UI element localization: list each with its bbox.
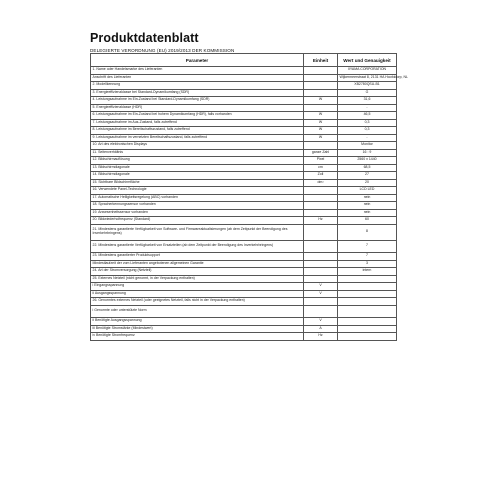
row-unit: Zoll bbox=[304, 172, 338, 180]
row-unit: W bbox=[304, 134, 338, 142]
table-row bbox=[91, 104, 397, 112]
row-parameter: 17. Automatische Helligkeitsregelung (ABC) vorhanden bbox=[91, 194, 304, 202]
row-unit: V bbox=[304, 318, 338, 326]
table-row bbox=[91, 89, 397, 97]
row-value: 0,3 bbox=[338, 127, 397, 135]
row-value bbox=[338, 325, 397, 333]
row-value: 68,5 bbox=[338, 164, 397, 172]
row-value: - bbox=[338, 134, 397, 142]
table-row bbox=[91, 217, 397, 225]
row-value: 2560 x 1440 bbox=[338, 157, 397, 165]
table-row bbox=[91, 172, 397, 180]
row-parameter: 9. Leistungsaufnahme im vernetzten Bereitschaftszustand, falls zutreffend bbox=[91, 134, 304, 142]
row-unit: W bbox=[304, 119, 338, 127]
table-row bbox=[91, 305, 397, 318]
row-parameter: 1. Name oder Handelsmarke des Lieferanten bbox=[91, 67, 304, 75]
table-row bbox=[91, 134, 397, 142]
table-body bbox=[91, 67, 408, 341]
row-value: 60 bbox=[338, 217, 397, 225]
table-row bbox=[91, 149, 397, 157]
row-parameter: 4. Leistungsaufnahme im Ein-Zustand bei Standard-Dynamikumfang (SDR) bbox=[91, 97, 304, 105]
table-row bbox=[91, 268, 397, 276]
row-value: 3 bbox=[338, 260, 397, 268]
row-parameter: 20. Bildwiederholfrequenz (Standard) bbox=[91, 217, 304, 225]
row-parameter: 14. Bildschirmdiagonale bbox=[91, 172, 304, 180]
header-parameter: Parameter bbox=[91, 54, 304, 67]
row-parameter: 11. Seitenverhältnis bbox=[91, 149, 304, 157]
table-row bbox=[91, 290, 397, 298]
row-parameter: 8. Leistungsaufnahme im Bereitschaftszustand, falls zutreffend bbox=[91, 127, 304, 135]
row-parameter: iii Benötigte Stromstärke (Mindestwert) bbox=[91, 325, 304, 333]
row-parameter: 5. Energieeffizienzklasse (HDR) bbox=[91, 104, 304, 112]
table-row bbox=[91, 240, 397, 253]
table-row bbox=[91, 157, 397, 165]
row-parameter: Anschrift des Lieferanten bbox=[91, 74, 304, 82]
row-parameter: 25. Externes Netzteil (nicht genormt, in der Verpackung enthalten) bbox=[91, 275, 304, 283]
row-unit bbox=[304, 67, 338, 75]
table-row bbox=[91, 127, 397, 135]
row-unit bbox=[304, 298, 338, 306]
row-value: IIYAMA CORPORATION bbox=[338, 67, 397, 75]
table-row bbox=[91, 202, 397, 210]
row-value bbox=[338, 275, 397, 283]
row-value bbox=[338, 290, 397, 298]
row-parameter: 19. Anwesenheitssensor vorhanden bbox=[91, 209, 304, 217]
row-parameter: 2. Modellkennung bbox=[91, 82, 304, 90]
table-row bbox=[91, 194, 397, 202]
row-value: nein bbox=[338, 194, 397, 202]
row-parameter: 3. Energieeffizienzklasse bei Standard-Dynamikumfang (SDR) bbox=[91, 89, 304, 97]
row-unit: dm² bbox=[304, 179, 338, 187]
row-value: 31,6 bbox=[338, 97, 397, 105]
row-value: 8 bbox=[338, 224, 397, 240]
row-unit bbox=[304, 194, 338, 202]
row-parameter: 12. Bildschirmauflösung bbox=[91, 157, 304, 165]
row-parameter: 7. Leistungsaufnahme im Aus-Zustand, falls zutreffend bbox=[91, 119, 304, 127]
table-row bbox=[91, 333, 397, 341]
row-value bbox=[338, 283, 397, 291]
row-parameter: 16. Verwendete Panel-Technologie bbox=[91, 187, 304, 195]
row-parameter: 24. Art der Stromversorgung (Netzteil) bbox=[91, 268, 304, 276]
row-unit bbox=[304, 104, 338, 112]
regulation-subtitle: DELEGIERTE VERORDNUNG (EU) 2019/2013 DER KOMMISSION bbox=[90, 48, 235, 53]
row-value: 7 bbox=[338, 240, 397, 253]
row-parameter: i Eingangsspannung bbox=[91, 283, 304, 291]
row-value: 20 bbox=[338, 179, 397, 187]
table-row bbox=[91, 97, 397, 105]
row-unit bbox=[304, 240, 338, 253]
row-value bbox=[338, 305, 397, 318]
row-unit: ganze Zahl bbox=[304, 149, 338, 157]
row-value: Wijkermeerstraat 8, 2131 HA Hoofddorp, NL bbox=[338, 74, 397, 82]
table-row bbox=[91, 224, 397, 240]
row-value: G bbox=[338, 89, 397, 97]
row-unit: cm bbox=[304, 164, 338, 172]
row-value: nein bbox=[338, 202, 397, 210]
table-row bbox=[91, 275, 397, 283]
row-unit: Hz bbox=[304, 217, 338, 225]
row-parameter: 22. Mindestens garantierte Verfügbarkeit von Ersatzteilen (ab dem Zeitpunkt der Beendigung des Inverkehrbringens) bbox=[91, 240, 304, 253]
row-value: 7 bbox=[338, 253, 397, 261]
row-value: - bbox=[338, 104, 397, 112]
row-value: Monitor bbox=[338, 142, 397, 150]
row-value: 46,5 bbox=[338, 112, 397, 120]
row-unit: W bbox=[304, 127, 338, 135]
row-parameter: 10. Art des elektronischen Displays bbox=[91, 142, 304, 150]
table-row bbox=[91, 187, 397, 195]
row-unit bbox=[304, 224, 338, 240]
table-row bbox=[91, 318, 397, 326]
row-parameter: Mindestlaufzeit der vom Lieferanten angebotenen allgemeinen Garantie bbox=[91, 260, 304, 268]
row-parameter: ii Ausgangsspannung bbox=[91, 290, 304, 298]
row-unit bbox=[304, 305, 338, 318]
row-parameter: 13. Bildschirmdiagonale bbox=[91, 164, 304, 172]
row-unit bbox=[304, 89, 338, 97]
product-data-table bbox=[90, 53, 408, 341]
row-unit bbox=[304, 202, 338, 210]
table-row bbox=[91, 260, 397, 268]
table-row bbox=[91, 298, 397, 306]
row-unit bbox=[304, 82, 338, 90]
table-row bbox=[91, 67, 397, 75]
row-value: nein bbox=[338, 209, 397, 217]
row-parameter: 23. Mindestens garantierter Produktsupport bbox=[91, 253, 304, 261]
row-unit: W bbox=[304, 112, 338, 120]
row-unit bbox=[304, 74, 338, 82]
row-unit: Hz bbox=[304, 333, 338, 341]
table-row bbox=[91, 74, 397, 82]
row-value bbox=[338, 298, 397, 306]
row-value bbox=[338, 333, 397, 341]
table-row bbox=[91, 209, 397, 217]
row-parameter: 21. Mindestens garantierte Verfügbarkeit von Software- und Firmwareaktualisierungen (ab dem Zeitpunkt der Beendigung des Inverkehrbringens) bbox=[91, 224, 304, 240]
row-unit: Pixel bbox=[304, 157, 338, 165]
header-value: Wert und Genauigkeit bbox=[338, 54, 397, 67]
row-unit bbox=[304, 187, 338, 195]
row-unit: A bbox=[304, 325, 338, 333]
table-header-row bbox=[91, 54, 397, 67]
row-value: XB2780QSU-B1 bbox=[338, 82, 397, 90]
table-row bbox=[91, 325, 397, 333]
row-value: LCD LED bbox=[338, 187, 397, 195]
table-row bbox=[91, 179, 397, 187]
row-value: intern bbox=[338, 268, 397, 276]
row-unit: V bbox=[304, 290, 338, 298]
row-value bbox=[338, 318, 397, 326]
table-row bbox=[91, 164, 397, 172]
row-value: 27 bbox=[338, 172, 397, 180]
row-parameter: 26. Genormtes externes Netzteil (oder geeignetes Netzteil, falls nicht in der Verpackung enthalten) bbox=[91, 298, 304, 306]
row-unit bbox=[304, 260, 338, 268]
table-row bbox=[91, 119, 397, 127]
table-row bbox=[91, 142, 397, 150]
row-value: 16 : 9 bbox=[338, 149, 397, 157]
row-value: 0,3 bbox=[338, 119, 397, 127]
row-unit bbox=[304, 268, 338, 276]
row-unit bbox=[304, 275, 338, 283]
table-row bbox=[91, 253, 397, 261]
row-parameter: 18. Spracherkennungssensor vorhanden bbox=[91, 202, 304, 210]
row-unit bbox=[304, 142, 338, 150]
row-parameter: 6. Leistungsaufnahme im Ein-Zustand bei hohem Dynamikumfang (HDR), falls vorhanden bbox=[91, 112, 304, 120]
row-unit bbox=[304, 253, 338, 261]
table-row bbox=[91, 283, 397, 291]
table-row bbox=[91, 112, 397, 120]
row-parameter: ii Benötigte Ausgangsspannung bbox=[91, 318, 304, 326]
page-title: Produktdatenblatt bbox=[90, 31, 199, 45]
row-parameter: i Genormte oder unterstützte Norm bbox=[91, 305, 304, 318]
header-unit: Einheit bbox=[304, 54, 338, 67]
row-unit: W bbox=[304, 97, 338, 105]
row-unit bbox=[304, 209, 338, 217]
table-row bbox=[91, 82, 397, 90]
row-unit: V bbox=[304, 283, 338, 291]
row-parameter: 15. Sichtbare Bildschirmfläche bbox=[91, 179, 304, 187]
row-parameter: iv Benötigte Stromfrequenz bbox=[91, 333, 304, 341]
